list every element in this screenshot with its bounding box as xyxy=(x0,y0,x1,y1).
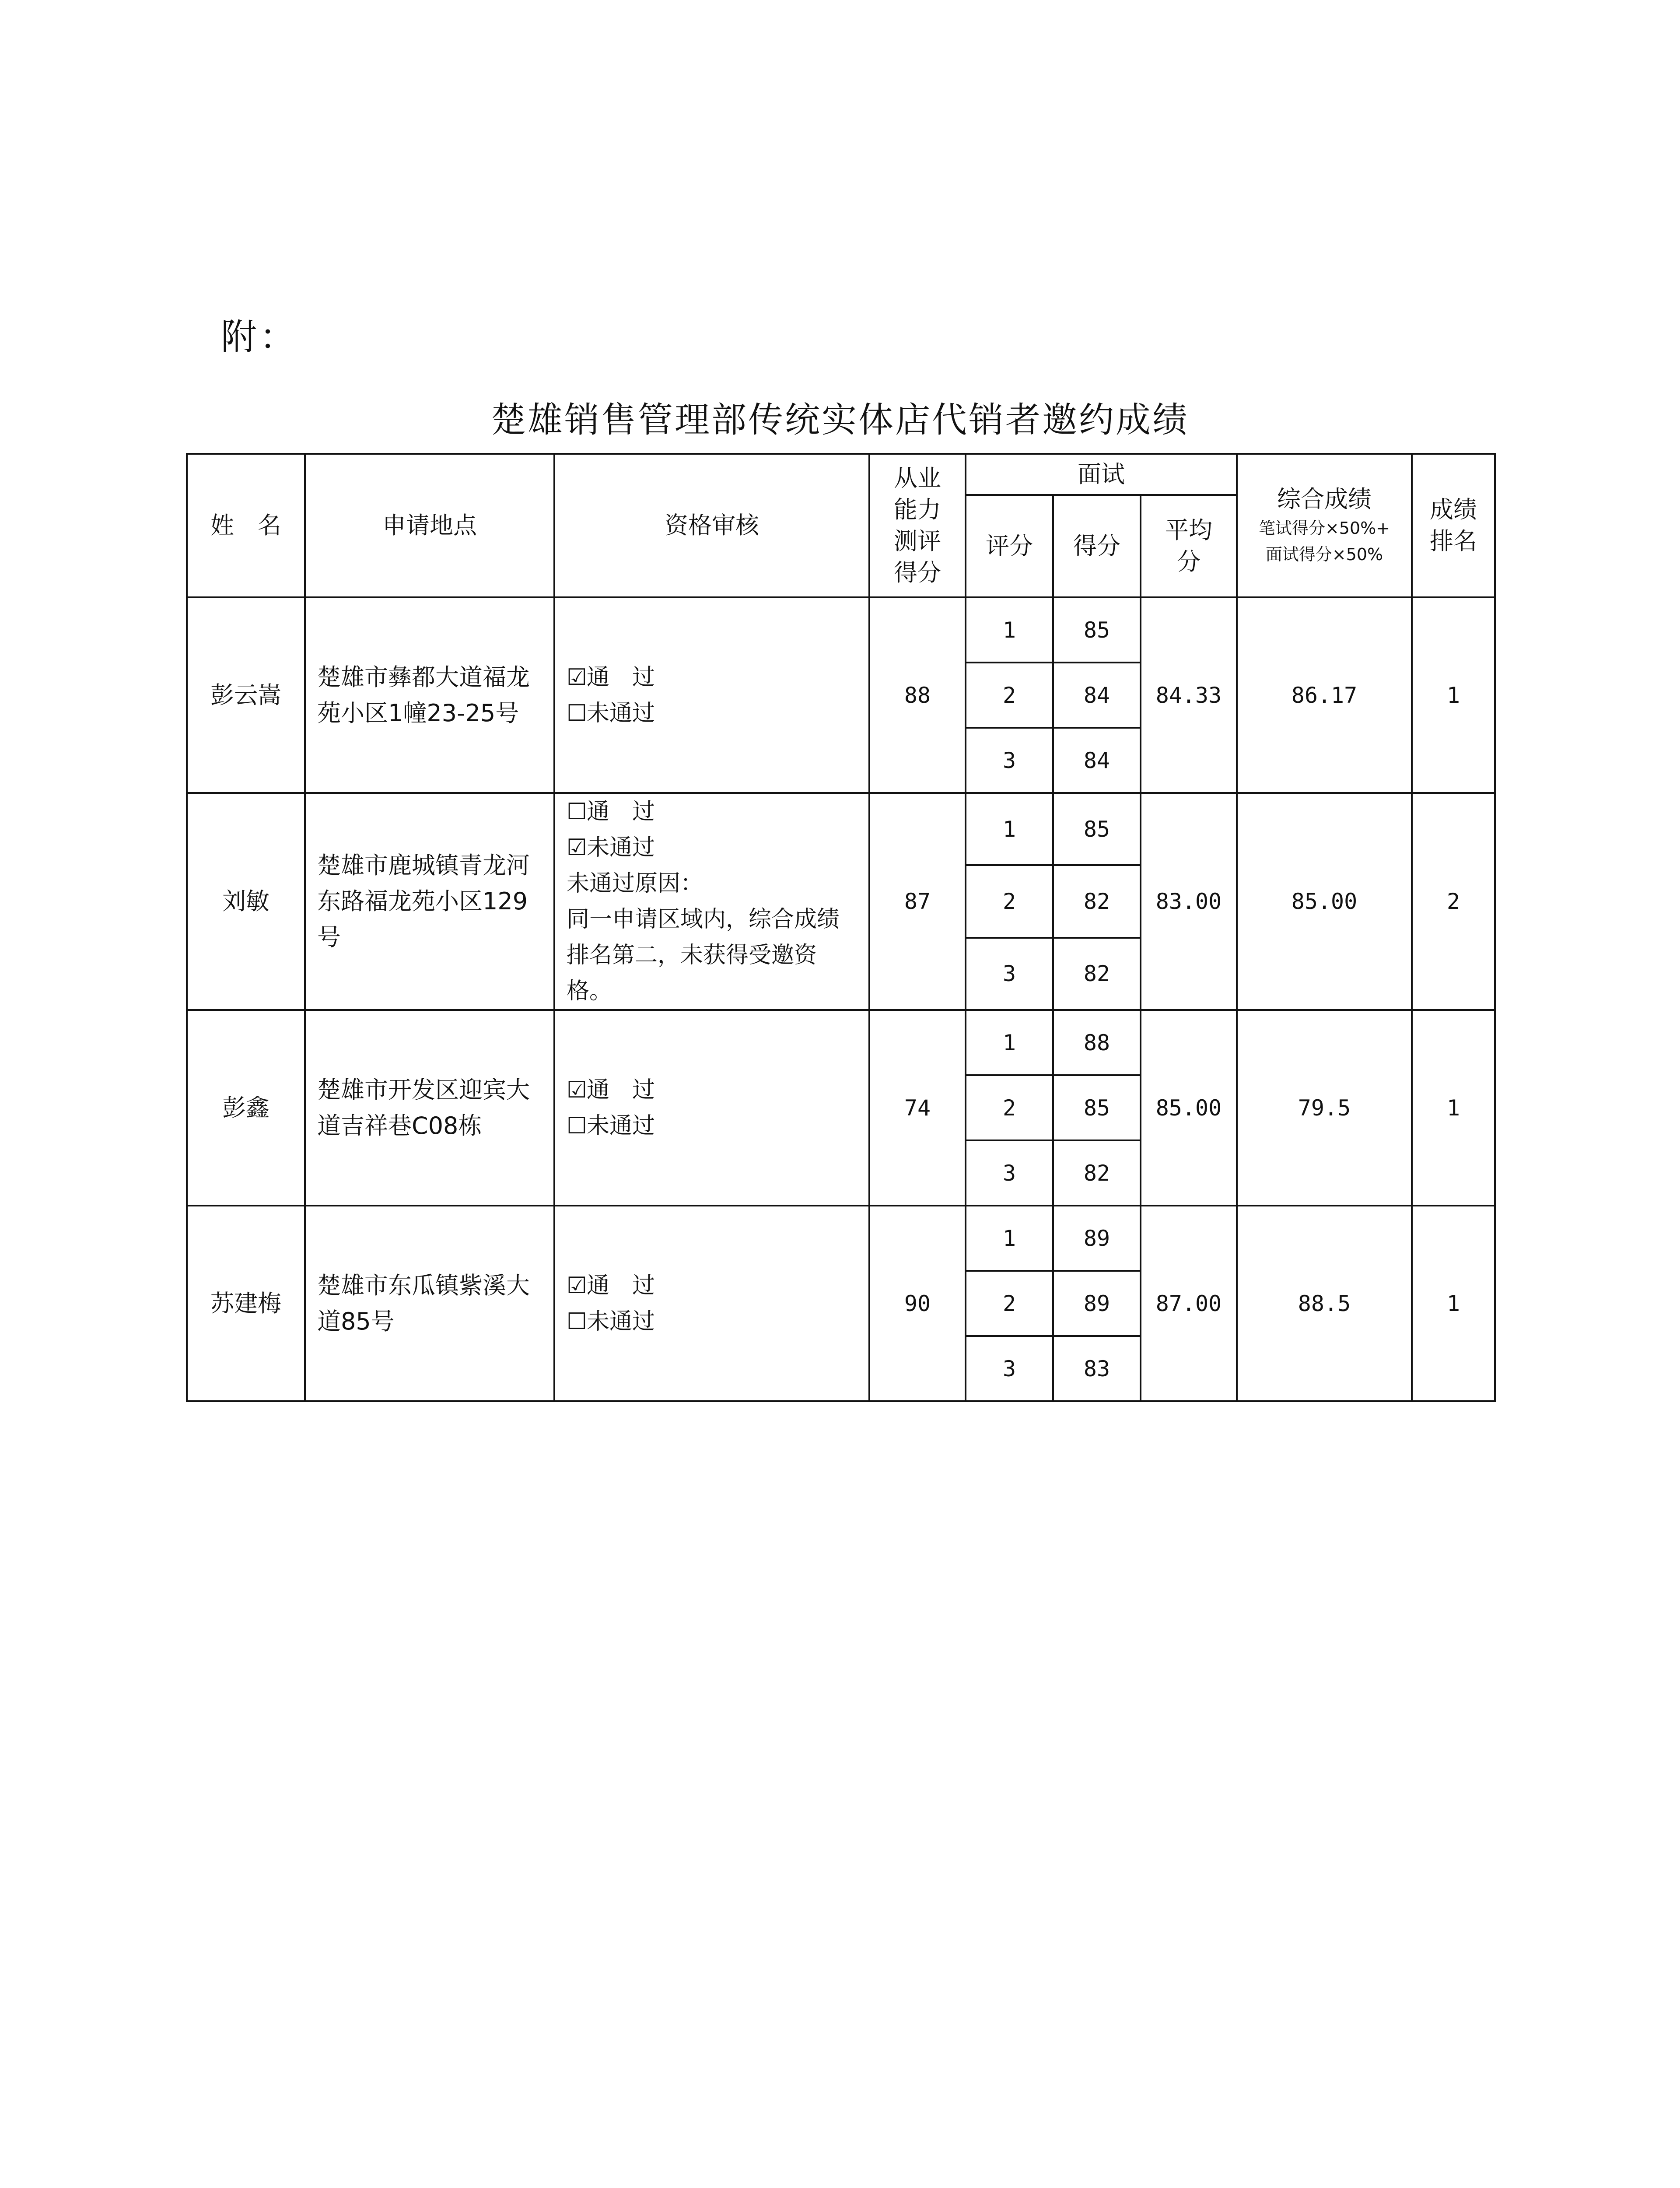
application-address: 楚雄市鹿城镇青龙河东路福龙苑小区129号 xyxy=(305,793,554,1010)
checked-box-icon: ☑ xyxy=(567,1076,587,1103)
interview-rater: 2 xyxy=(966,1075,1053,1140)
pass-label: 通 过 xyxy=(587,1076,655,1103)
interview-average: 87.00 xyxy=(1141,1206,1237,1401)
interview-score: 85 xyxy=(1053,1075,1141,1140)
rank: 1 xyxy=(1412,1010,1495,1206)
table-row xyxy=(187,793,1495,865)
interview-average: 84.33 xyxy=(1141,597,1237,793)
interview-score: 85 xyxy=(1053,793,1141,865)
document-title: 楚雄销售管理部传统实体店代销者邀约成绩 xyxy=(491,400,1189,440)
interview-score: 89 xyxy=(1053,1271,1141,1336)
header-qualification: 资格审核 xyxy=(554,454,869,597)
interview-rater: 2 xyxy=(966,663,1053,728)
header-rank xyxy=(1412,454,1495,597)
pass-option xyxy=(567,1268,857,1304)
composite-score: 79.5 xyxy=(1237,1010,1412,1206)
rank: 1 xyxy=(1412,597,1495,793)
fail-label: 未通过 xyxy=(587,1112,655,1139)
table-body xyxy=(187,597,1495,1401)
interview-rater: 1 xyxy=(966,1206,1053,1271)
pass-option xyxy=(567,659,857,695)
pass-label: 通 过 xyxy=(587,1272,655,1299)
header-composite-formula-1: 笔试得分×50%+ xyxy=(1258,519,1390,538)
header-name: 姓 名 xyxy=(187,454,305,597)
header-interview: 面试 xyxy=(966,454,1237,495)
interview-rater: 2 xyxy=(966,1271,1053,1336)
header-composite-title: 综合成绩 xyxy=(1277,485,1372,513)
header-ability-text: 从业能力测评得分 xyxy=(894,464,941,586)
applicant-name: 彭云嵩 xyxy=(187,597,305,793)
interview-score: 84 xyxy=(1053,663,1141,728)
unchecked-box-icon: ☐ xyxy=(567,700,587,726)
ability-score: 87 xyxy=(869,793,966,1010)
application-address: 楚雄市开发区迎宾大道吉祥巷C08栋 xyxy=(305,1010,554,1206)
interview-score: 88 xyxy=(1053,1010,1141,1075)
rank: 1 xyxy=(1412,1206,1495,1401)
interview-rater: 3 xyxy=(966,938,1053,1010)
unchecked-box-icon: ☐ xyxy=(567,1308,587,1335)
unchecked-box-icon: ☐ xyxy=(567,1112,587,1139)
header-rank-text: 成绩排名 xyxy=(1430,496,1477,555)
interview-rater: 1 xyxy=(966,1010,1053,1075)
pass-option xyxy=(567,1072,857,1108)
qualification-review xyxy=(554,793,869,1010)
header-average-text: 平均分 xyxy=(1165,516,1212,575)
application-address: 楚雄市彝都大道福龙苑小区1幢23-25号 xyxy=(305,597,554,793)
qualification-review xyxy=(554,597,869,793)
composite-score: 86.17 xyxy=(1237,597,1412,793)
application-address: 楚雄市东瓜镇紫溪大道85号 xyxy=(305,1206,554,1401)
checked-box-icon: ☑ xyxy=(567,664,587,691)
fail-option xyxy=(567,830,857,866)
header-composite-formula-2: 面试得分×50% xyxy=(1265,545,1383,564)
fail-option xyxy=(567,1108,857,1144)
ability-score: 90 xyxy=(869,1206,966,1401)
interview-score: 84 xyxy=(1053,728,1141,793)
table-row xyxy=(187,1206,1495,1271)
composite-score: 88.5 xyxy=(1237,1206,1412,1401)
fail-label: 未通过 xyxy=(587,1308,655,1335)
interview-rater: 3 xyxy=(966,1336,1053,1401)
table-row xyxy=(187,597,1495,663)
interview-rater: 3 xyxy=(966,1140,1053,1206)
checked-box-icon: ☑ xyxy=(567,1272,587,1299)
ability-score: 88 xyxy=(869,597,966,793)
header-score: 得分 xyxy=(1053,495,1141,597)
applicant-name: 刘敏 xyxy=(187,793,305,1010)
interview-rater: 1 xyxy=(966,597,1053,663)
fail-label: 未通过 xyxy=(587,700,655,726)
unchecked-box-icon: ☐ xyxy=(567,799,587,825)
interview-score: 82 xyxy=(1053,1140,1141,1206)
interview-rater: 2 xyxy=(966,865,1053,937)
fail-label: 未通过 xyxy=(587,835,655,861)
header-address: 申请地点 xyxy=(305,454,554,597)
pass-label: 通 过 xyxy=(587,664,655,691)
header-rater: 评分 xyxy=(966,495,1053,597)
fail-reason-text: 同一申请区域内，综合成绩排名第二，未获得受邀资格。 xyxy=(567,906,840,1004)
pass-option xyxy=(567,794,857,830)
checked-box-icon: ☑ xyxy=(567,835,587,861)
header-composite xyxy=(1237,454,1412,597)
fail-option xyxy=(567,1304,857,1339)
pass-label: 通 过 xyxy=(587,799,655,825)
attachment-label: 附： xyxy=(221,316,298,358)
applicant-name: 彭鑫 xyxy=(187,1010,305,1206)
composite-score: 85.00 xyxy=(1237,793,1412,1010)
interview-rater: 1 xyxy=(966,793,1053,865)
fail-option xyxy=(567,695,857,731)
header-ability-score xyxy=(869,454,966,597)
interview-score: 89 xyxy=(1053,1206,1141,1271)
interview-score: 82 xyxy=(1053,938,1141,1010)
rank: 2 xyxy=(1412,793,1495,1010)
interview-rater: 3 xyxy=(966,728,1053,793)
score-table xyxy=(186,453,1496,1402)
interview-average: 85.00 xyxy=(1141,1010,1237,1206)
qualification-review xyxy=(554,1206,869,1401)
ability-score: 74 xyxy=(869,1010,966,1206)
interview-score: 85 xyxy=(1053,597,1141,663)
applicant-name: 苏建梅 xyxy=(187,1206,305,1401)
interview-score: 82 xyxy=(1053,865,1141,937)
table-row xyxy=(187,1010,1495,1075)
interview-score: 83 xyxy=(1053,1336,1141,1401)
interview-average: 83.00 xyxy=(1141,793,1237,1010)
qualification-review xyxy=(554,1010,869,1206)
fail-reason-label: 未通过原因： xyxy=(567,870,704,897)
header-average xyxy=(1141,495,1237,597)
